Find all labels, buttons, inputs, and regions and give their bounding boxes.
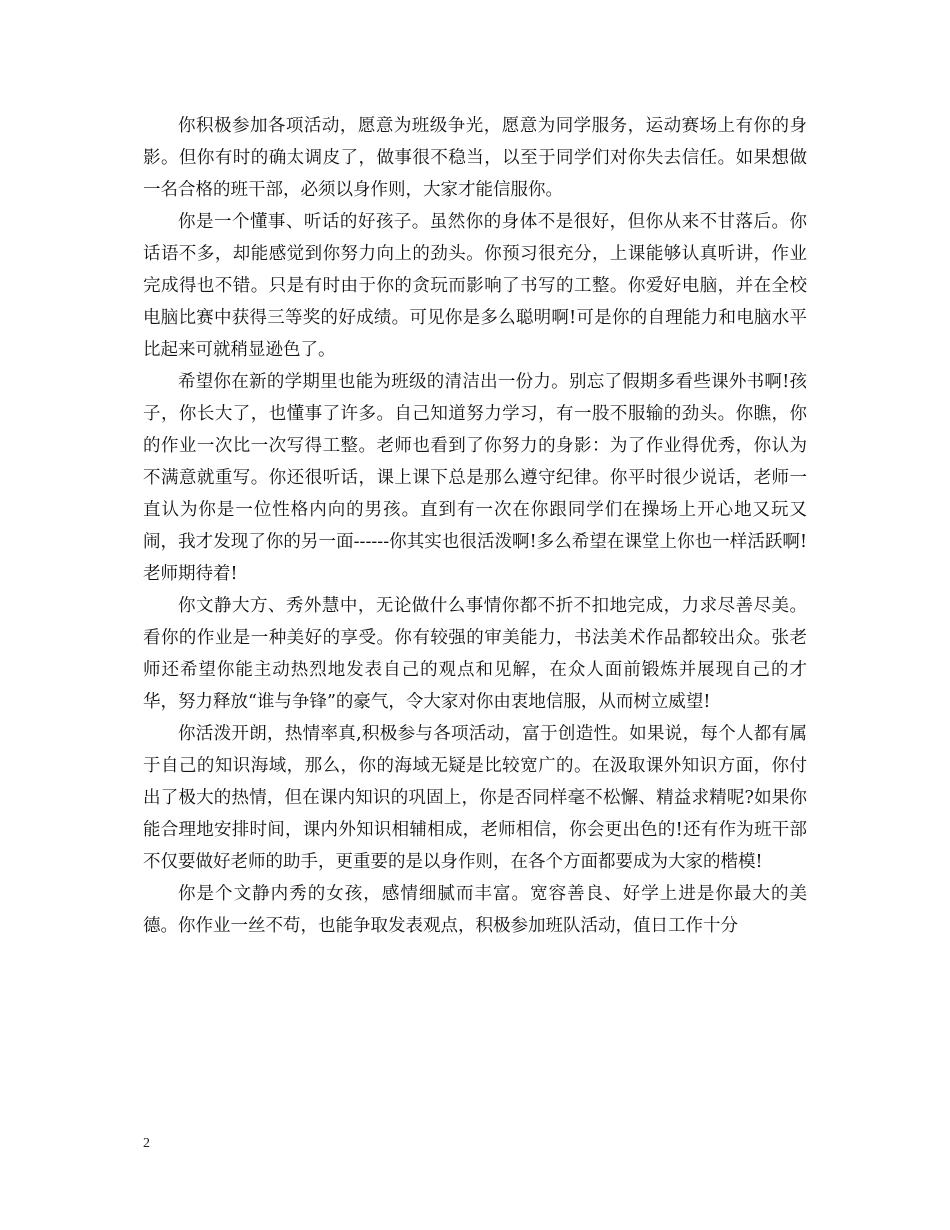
paragraph-3: 希望你在新的学期里也能为班级的清洁出一份力。别忘了假期多看些课外书啊!孩子，你长大了，也懂事了许多。自己知道努力学习，有一股不服输的劲头。你瞧，你的作业一次比一次写得工整。老师也看到了你努力的身影：为了作业得优秀，你认为不满意就重写。你还很听话，课上课下总是那么遵守纪律。你平时很少说话，老师一直认为你是一位性格内向的男孩。直到有一次在你跟同学们在操场上开心地又玩又闹，我才发现了你的另一面------你其实也很活泼啊!多么希望在课堂上你也一样活跃啊!老师期待着! — [143, 372, 807, 584]
paragraph-1: 你积极参加各项活动，愿意为班级争光，愿意为同学服务，运动赛场上有你的身影。但你有时的确太调皮了，做事很不稳当，以至于同学们对你失去信任。如果想做一名合格的班干部，必须以身作则，大家才能信服你。 — [143, 116, 807, 200]
paragraph-2: 你是一个懂事、听话的好孩子。虽然你的身体不是很好，但你从来不甘落后。你话语不多，却能感觉到你努力向上的劲头。你预习很充分，上课能够认真听讲，作业完成得也不错。只是有时由于你的贪玩而影响了书写的工整。你爱好电脑，并在全校电脑比赛中获得三等奖的好成绩。可见你是多么聪明啊!可是你的自理能力和电脑水平比起来可就稍显逊色了。 — [143, 212, 807, 360]
paragraph-5: 你活泼开朗，热情率真,积极参与各项活动，富于创造性。如果说，每个人都有属于自己的知识海域，那么，你的海域无疑是比较宽广的。在汲取课外知识方面，你付出了极大的热情，但在课内知识的巩固上，你是否同样毫不松懈、精益求精呢?如果你能合理地安排时间，课内外知识相辅相成，老师相信，你会更出色的!还有作为班干部不仅要做好老师的助手，更重要的是以身作则，在各个方面都要成为大家的楷模! — [143, 724, 807, 872]
page-number: 2 — [143, 1136, 150, 1151]
document-body — [143, 110, 807, 942]
paragraph-6: 你是个文静内秀的女孩，感情细腻而丰富。宽容善良、好学上进是你最大的美德。你作业一丝不苟，也能争取发表观点，积极参加班队活动，值日工作十分 — [143, 884, 807, 936]
paragraph-4: 你文静大方、秀外慧中，无论做什么事情你都不折不扣地完成，力求尽善尽美。看你的作业是一种美好的享受。你有较强的审美能力，书法美术作品都较出众。张老师还希望你能主动热烈地发表自己的观点和见解，在众人面前锻炼并展现自己的才华，努力释放“谁与争锋”的豪气，令大家对你由衷地信服，从而树立威望! — [143, 596, 807, 712]
